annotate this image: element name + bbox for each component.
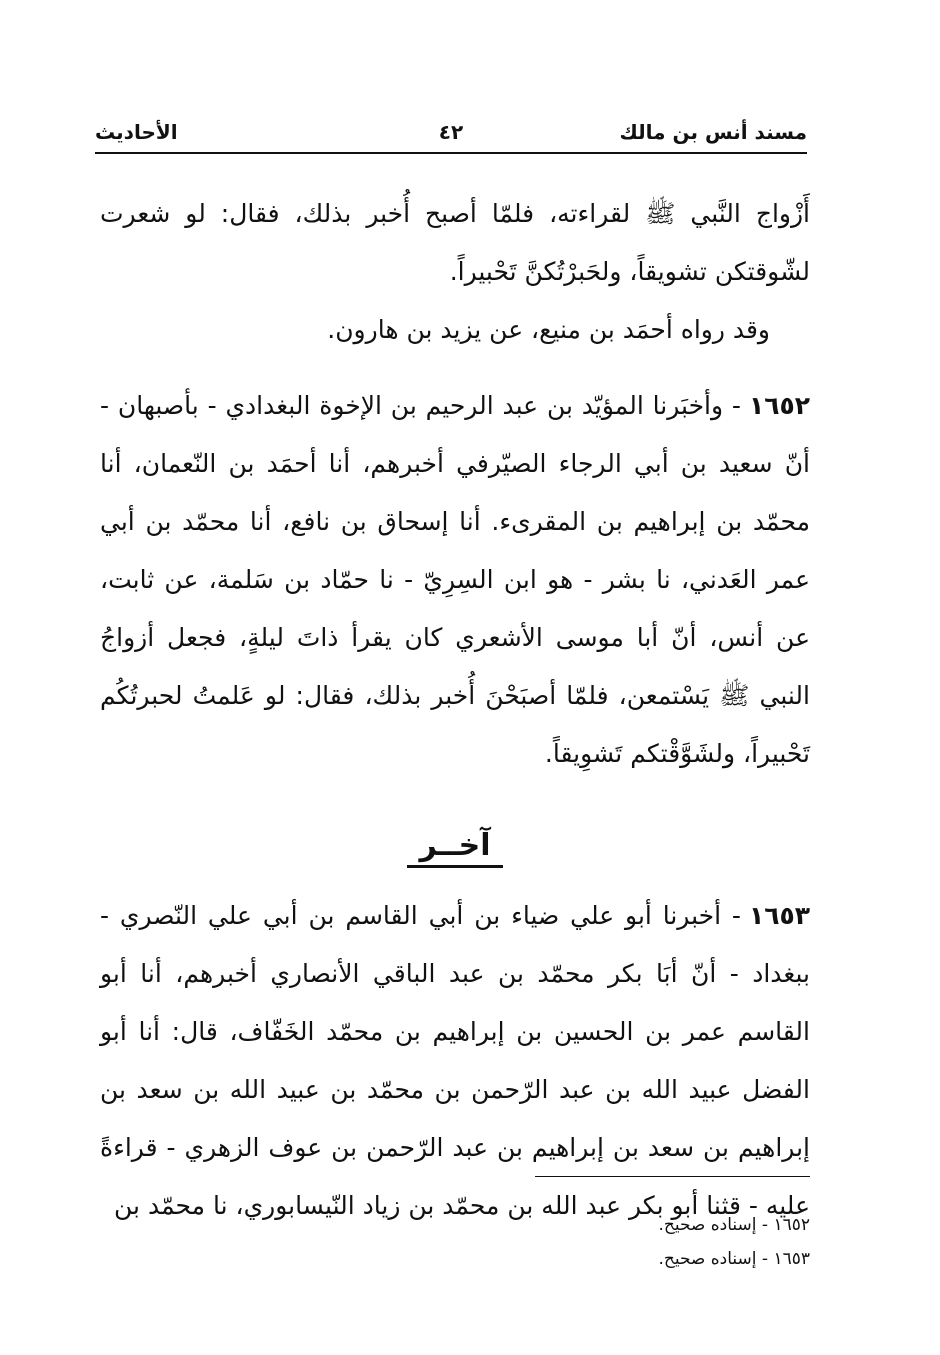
- paragraph-continuation: أَزْواج النَّبي ﷺ لقراءته، فلمّا أصبح أُخبر بذلك، فقال: لو شعرت لشّوقتكن تشويقاً، ولحَبرْتُكنَّ تَحْبيراً.: [100, 199, 810, 286]
- footnotes: [658, 1208, 810, 1276]
- hadith-1653: [100, 887, 810, 1235]
- hadith-number: ١٦٥٢: [748, 391, 810, 420]
- hadith-number: ١٦٥٣: [748, 901, 810, 930]
- footnote: ١٦٥٣ - إسناده صحيح.: [658, 1249, 810, 1269]
- footnote: ١٦٥٢ - إسناده صحيح.: [658, 1215, 810, 1235]
- paragraph-note: وقد رواه أحمَد بن منيع، عن يزيد بن هارون.: [327, 315, 770, 344]
- hadith-1652: [100, 377, 810, 783]
- section-label: الأحاديث: [95, 120, 178, 144]
- book-title: مسند أنس بن مالك: [619, 120, 807, 144]
- section-heading: [100, 811, 810, 881]
- section-heading-text: آخــر: [407, 827, 502, 868]
- page-number: ٤٢: [438, 120, 464, 144]
- page-body: [100, 185, 810, 1235]
- header-rule: [95, 152, 807, 154]
- hadith-text: - وأخبَرنا المؤيّد بن عبد الرحيم بن الإخوة البغدادي - بأصبهان - أنّ سعيد بن أبي الرجاء الصيّرفي أخبرهم، أنا أحمَد بن النّعمان، أنا محمّد بن إبراهيم بن المقرىء. أنا إسحاق بن نافع، أنا محمّد بن أبي عمر العَدني، نا بشر - هو ابن السِرِيّ - نا حمّاد بن سَلمة، عن ثابت، عن أنس، أنّ أبا موسى الأشعري كان يقرأ ذاتَ ليلةٍ، فجعل أزواجُ النبي ﷺ يَسْتمعن، فلمّا أصبَحْنَ أُخبر بذلك، فقال: لو عَلمتُ لحبرتُكُم تَحْبيراً، ولشَوَّقْتكم تَشوِيقاً.: [100, 391, 810, 768]
- footnote-rule: [535, 1176, 810, 1177]
- hadith-text: - أخبرنا أبو علي ضياء بن أبي القاسم بن أبي علي النّصري - ببغداد - أنّ أبَا بكر محمّد بن عبد الباقي الأنصاري أخبرهم، أنا أبو القاسم عمر بن الحسين بن إبراهيم بن محمّد الخَفّاف، قال: أنا أبو الفضل عبيد الله بن عبد الرّحمن بن محمّد بن عبيد الله بن سعد بن إبراهيم بن سعد بن إبراهيم بن عبد الرّحمن بن عوف الزهري - قراءةً عليه - قثنا أبو بكر عبد الله بن محمّد بن زياد النّيسابوري، نا محمّد بن: [100, 901, 810, 1220]
- running-header: [95, 112, 807, 152]
